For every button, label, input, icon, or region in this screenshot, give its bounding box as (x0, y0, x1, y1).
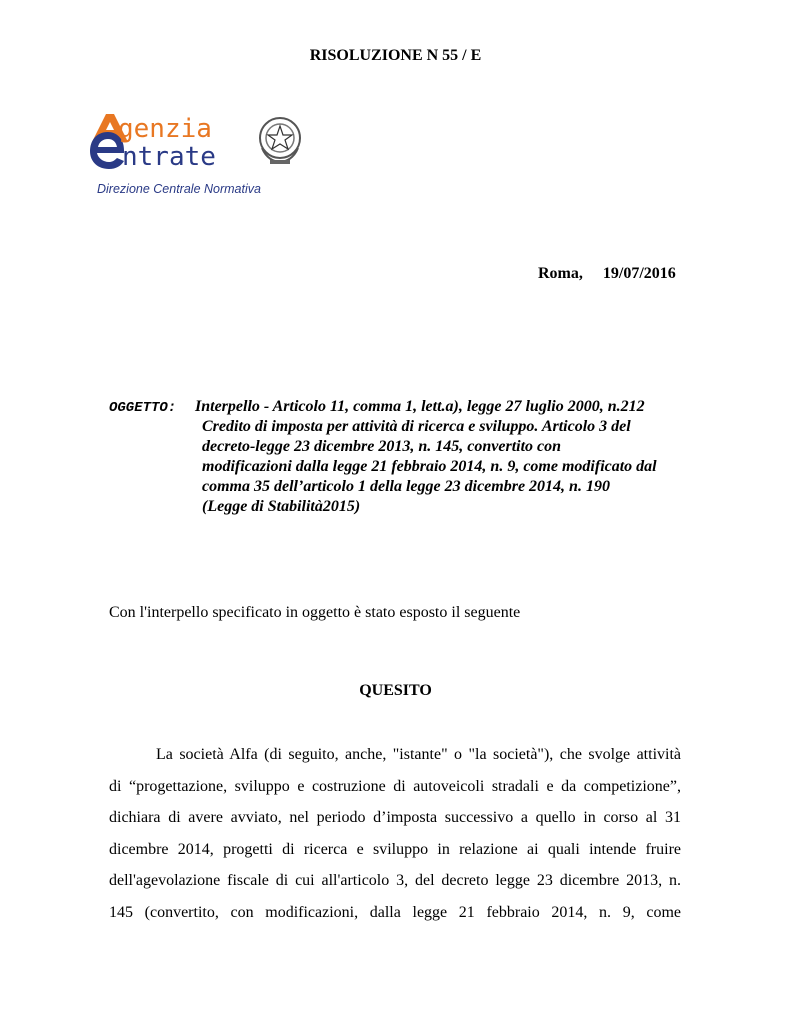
logo-word-genzia: genzia (118, 114, 212, 144)
oggetto-line: Credito di imposta per attività di ricerca e sviluppo. Articolo 3 del (202, 418, 631, 435)
intro-sentence: Con l'interpello specificato in oggetto è stato esposto il seguente (109, 604, 521, 621)
oggetto-text (202, 417, 682, 517)
date: 19/07/2016 (602, 265, 676, 282)
document-title: RISOLUZIONE N 55 / E (309, 47, 482, 64)
logo-word-ntrate: ntrate (122, 142, 216, 172)
paragraph-line: dell'agevolazione fiscale di cui all'articolo 3, del decreto legge 23 dicembre 2013, n. (109, 872, 681, 889)
logo-subtitle: Direzione Centrale Normativa (97, 182, 261, 196)
section-heading-quesito: QUESITO (359, 682, 432, 699)
oggetto-line: comma 35 dell’articolo 1 della legge 23 dicembre 2014, n. 190 (202, 478, 610, 495)
paragraph-line: La società Alfa (di seguito, anche, "istante" o "la società"), che svolge attività (156, 746, 681, 763)
oggetto-label: OGGETTO: (109, 400, 177, 416)
paragraph-line: dicembre 2014, progetti di ricerca e sviluppo in relazione ai quali intende fruire (109, 840, 681, 858)
oggetto-line: modificazioni dalla legge 21 febbraio 2014, n. 9, come modificato dal (202, 458, 657, 475)
oggetto-line: (Legge di Stabilità2015) (202, 498, 361, 515)
oggetto-first-line: Interpello - Articolo 11, comma 1, lett.a), legge 27 luglio 2000, n.212 (195, 398, 645, 415)
agenzia-entrate-logo (84, 112, 314, 202)
paragraph-line: di “progettazione, sviluppo e costruzione di autoveicoli stradali e da competizione”, (109, 777, 681, 795)
quesito-paragraph (109, 739, 681, 928)
place-and-date (538, 264, 676, 284)
place: Roma, (538, 265, 583, 282)
oggetto-line: decreto-legge 23 dicembre 2013, n. 145, convertito con (202, 438, 562, 455)
paragraph-line: 145 (convertito, con modificazioni, dalla legge 21 febbraio 2014, n. 9, come (109, 903, 681, 921)
italian-republic-emblem-icon (256, 114, 304, 166)
paragraph-line: dichiara di avere avviato, nel periodo d’imposta successivo a quello in corso al 31 (109, 809, 681, 826)
